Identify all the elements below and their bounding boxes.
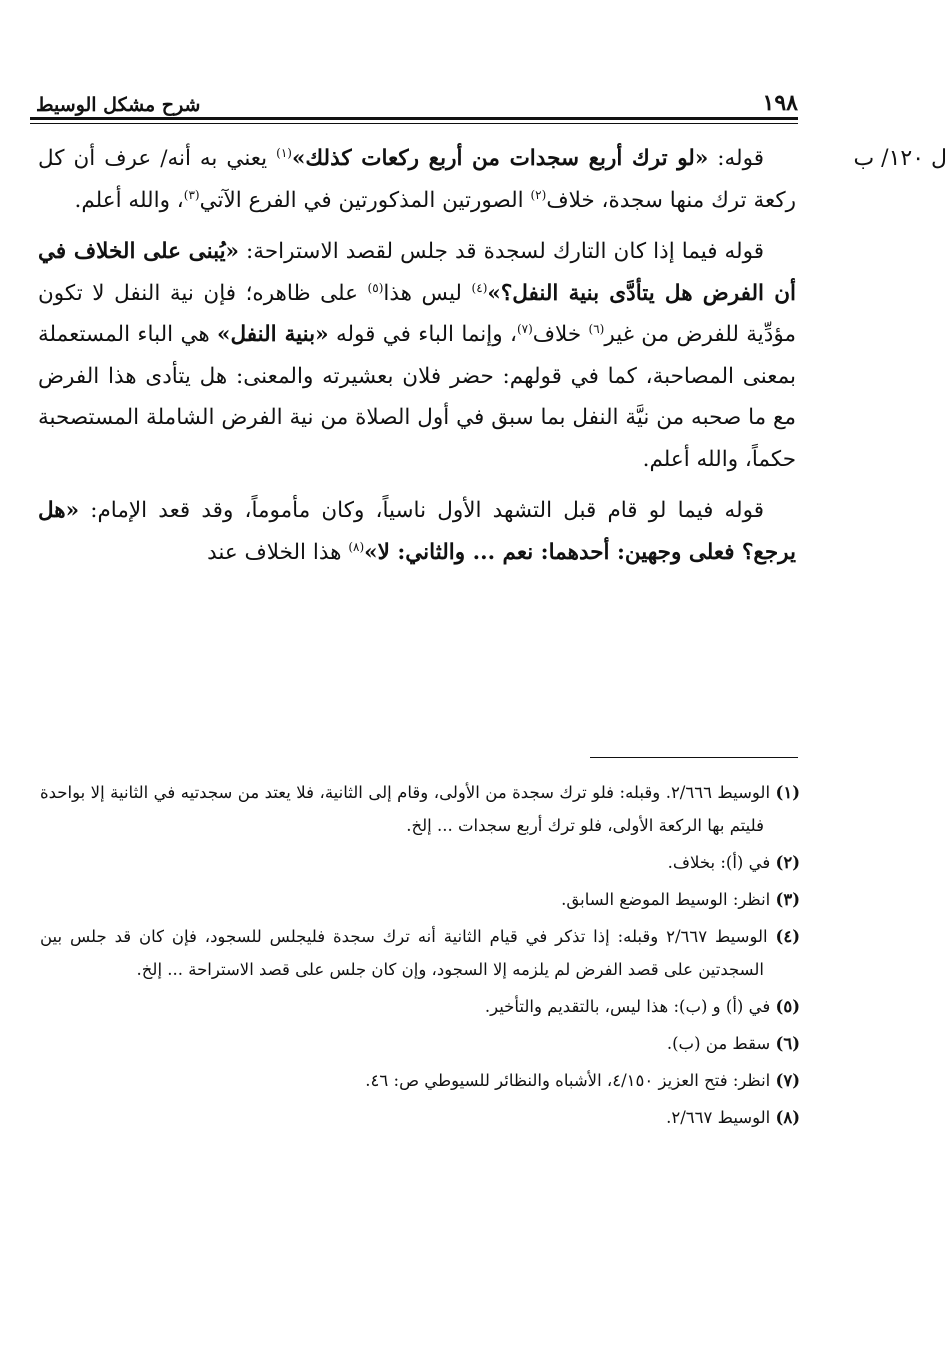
text-run: على ظاهره؛ فإن نية النفل لا تكون مؤدِّية للفرض من غير <box>38 280 796 347</box>
quoted-text: «هل يرجع؟ فعلى وجهين: أحدهما: نعم ... والثاني: لا» <box>38 498 796 565</box>
footnote-text: الوسيط ٢/٦٦٧. <box>666 1108 776 1127</box>
text-run: قوله فيما لو قام قبل التشهد الأول ناسياً، وكان مأموماً، وقد قعد الإمام: <box>79 498 764 523</box>
footnote-3 <box>40 883 800 916</box>
footnote-ref[interactable]: (٧) <box>516 321 533 336</box>
footnote-4 <box>40 920 800 986</box>
footnote-ref[interactable]: (١) <box>276 145 292 160</box>
footnote-5 <box>40 990 800 1023</box>
text-run: خلاف <box>532 322 589 347</box>
footnote-text: انظر: فتح العزيز ٤/١٥٠، الأشباه والنظائر للسيوطي ص: ٤٦. <box>365 1071 776 1090</box>
footnote-number: (٣) <box>775 890 800 909</box>
quoted-text: «يُبنى على الخلاف في أن الفرض هل يتأدَّى بنية النفل؟» <box>38 239 796 306</box>
footnote-text: الوسيط ٢/٦٦٦. وقبله: فلو ترك سجدة من الأولى، وقام إلى الثانية، فلا يعتد من سجدتيه في الثانية إلا بواحدة فليتم بها الركعة الأولى، فلو ترك أربع سجدات ... إلخ. <box>40 783 776 835</box>
main-text <box>38 138 796 583</box>
page-header <box>36 84 798 116</box>
footnote-6 <box>40 1027 800 1060</box>
quoted-text: «بنية النفل» <box>217 322 329 347</box>
footnote-text: انظر: الوسيط الموضع السابق. <box>561 890 776 909</box>
footnote-ref[interactable]: (٤) <box>471 280 488 295</box>
footnote-text: سقط من (ب). <box>666 1034 776 1053</box>
footnote-text: في (أ): بخلاف. <box>667 853 776 872</box>
footnote-number: (٨) <box>775 1108 800 1127</box>
paragraph-1 <box>38 138 796 221</box>
text-run: يعني به أنه/ عرف أن كل ركعة ترك منها سجدة، خلاف <box>38 146 796 213</box>
text-run: هذا الخلاف عند <box>207 539 349 565</box>
footnote-text: الوسيط ٢/٦٦٧ وقبله: إذا تذكر في قيام الثانية أنه ترك سجدة فليجلس للسجود، فإن كان قد جلس بين السجدتين على قصد الفرض لم يلزمه إلا السجود، وإن كان جلس على قصد الاستراحة ... إلخ. <box>40 927 776 979</box>
footnote-1 <box>40 776 800 842</box>
footnotes <box>40 776 800 1138</box>
text-run: قوله: <box>708 146 764 171</box>
text-run: ، والله أعلم. <box>74 187 184 213</box>
footnote-8 <box>40 1101 800 1134</box>
text-run: قوله فيما إذا كان التارك لسجدة قد جلس لقصد الاستراحة: <box>239 239 764 264</box>
footnote-number: (٧) <box>775 1071 800 1090</box>
footnote-7 <box>40 1064 800 1097</box>
footnote-number: (١) <box>775 783 800 802</box>
footnote-number: (٦) <box>775 1034 800 1053</box>
paragraph-3 <box>38 490 796 573</box>
footnote-ref[interactable]: (٣) <box>183 187 200 202</box>
quoted-text: «لو ترك أربع سجدات من أربع ركعات كذلك» <box>291 146 709 171</box>
footnote-2 <box>40 846 800 879</box>
footnote-ref[interactable]: (٨) <box>348 539 365 554</box>
text-run: الصورتين المذكورتين في الفرع الآتي <box>199 187 531 213</box>
footnote-number: (٥) <box>775 997 800 1016</box>
text-run: هي الباء المستعملة بمعنى المصاحبة، كما في قولهم: حضر فلان بعشيرته والمعنى: هل يتأدى هذا الفرض مع ما صحبه من نيَّة النفل بما سبق في أول الصلاة من نية الفرض الشاملة المستصحبة حكماً، والله أعلم. <box>38 322 796 472</box>
header-rule-thin <box>30 123 798 124</box>
manuscript-folio-note: ل ١٢٠/ ب <box>853 146 947 171</box>
page-number: ١٩٨ <box>762 90 798 116</box>
running-title: شرح مشكل الوسيط <box>36 94 201 116</box>
footnote-ref[interactable]: (٦) <box>588 321 605 336</box>
footnote-number: (٢) <box>775 853 800 872</box>
paragraph-2 <box>38 231 796 480</box>
footnote-ref[interactable]: (٢) <box>530 187 547 202</box>
text-run: ، وإنما الباء في قوله <box>328 322 517 347</box>
footnote-number: (٤) <box>775 927 800 946</box>
text-run: ليس هذا <box>383 280 472 306</box>
footnote-ref[interactable]: (٥) <box>367 280 384 295</box>
header-rule <box>30 117 798 120</box>
footnote-text: في (أ) و (ب): هذا ليس، بالتقديم والتأخير. <box>484 997 776 1016</box>
footnote-separator <box>590 757 798 758</box>
